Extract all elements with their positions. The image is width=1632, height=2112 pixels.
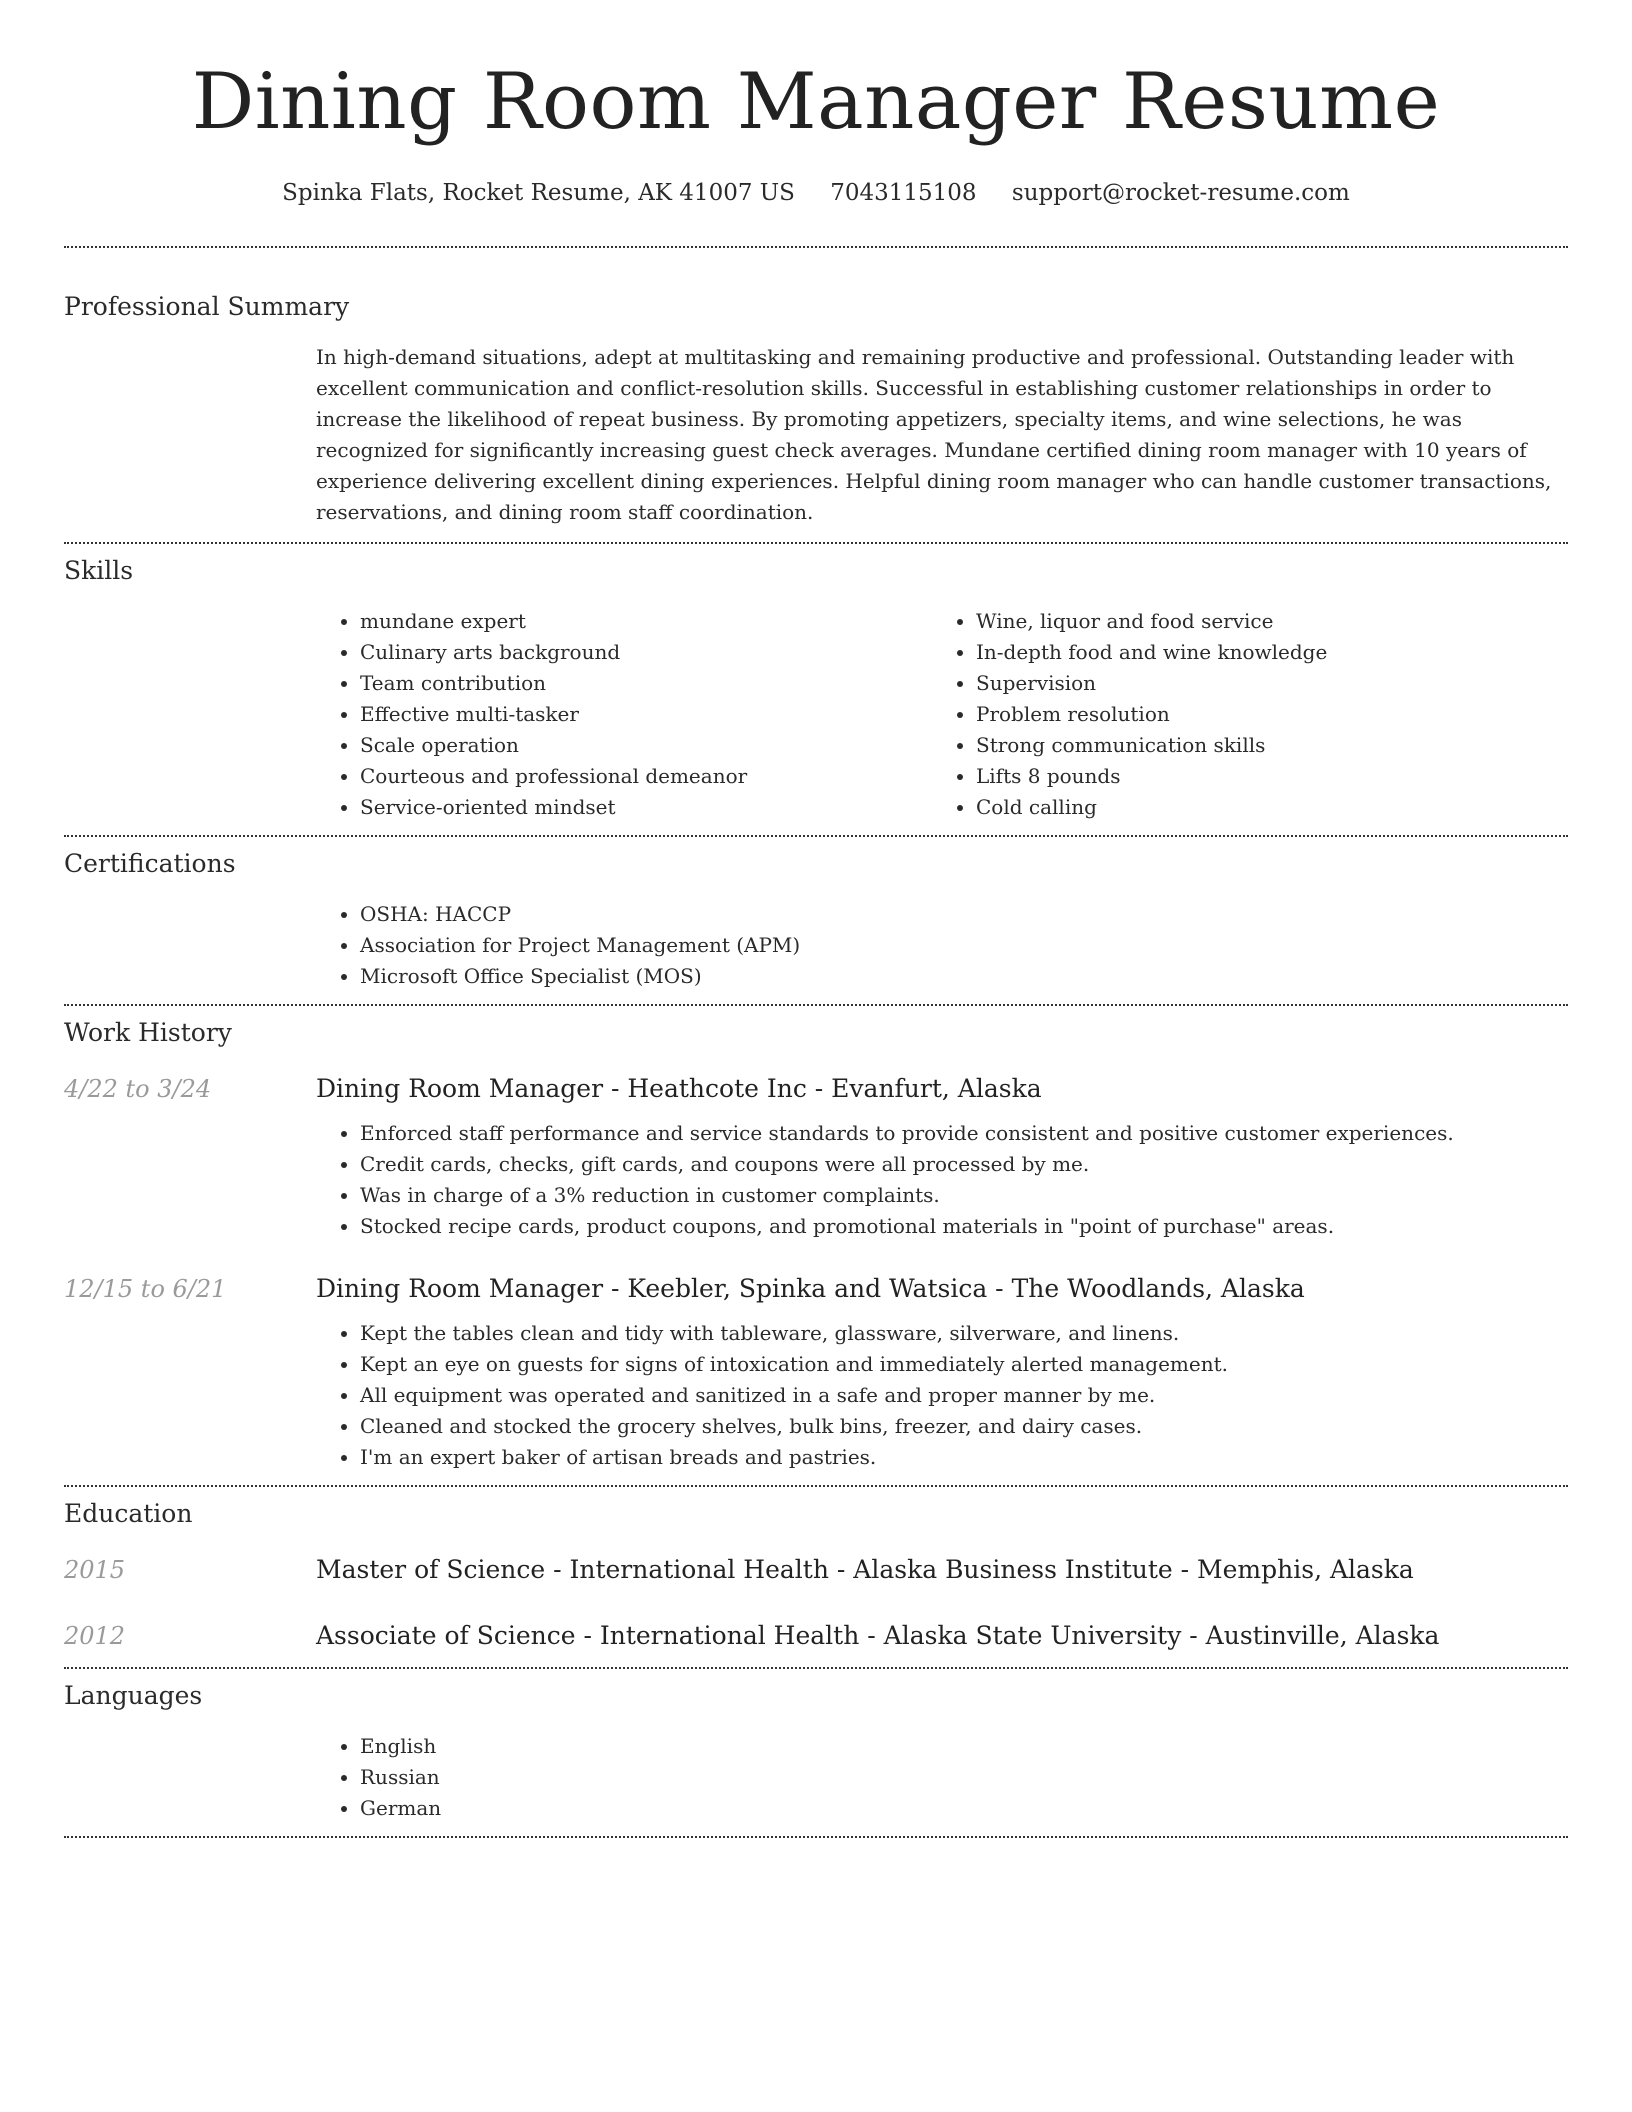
list-item: • Russian: [360, 1762, 1568, 1793]
list-item: • Association for Project Management (APM): [360, 930, 1568, 961]
education-year: 2012: [64, 1622, 126, 1650]
job-details: [316, 1118, 1568, 1242]
resume-title: Dining Room Manager Resume: [191, 57, 1441, 147]
job-dates: 4/22 to 3/24: [64, 1075, 212, 1103]
list-item: • In-depth food and wine knowledge: [976, 637, 1568, 668]
education-entry: [64, 1553, 1568, 1587]
section-heading-certifications: Certifications: [64, 849, 236, 878]
skills-list-right: [932, 606, 1568, 823]
list-item: • Team contribution: [360, 668, 932, 699]
list-item: • Scale operation: [360, 730, 932, 761]
list-item: • Kept the tables clean and tidy with tableware, glassware, silverware, and linens.: [360, 1318, 1568, 1349]
job-title: Dining Room Manager - Heathcote Inc - Evanfurt, Alaska: [316, 1074, 1042, 1103]
summary-content: [316, 342, 1568, 542]
list-item: • Credit cards, checks, gift cards, and coupons were all processed by me.: [360, 1149, 1568, 1180]
contact-email: support@rocket-resume.com: [1011, 180, 1350, 206]
list-item: • German: [360, 1793, 1568, 1824]
list-item: • Enforced staff performance and service standards to provide consistent and positive customer experiences.: [360, 1118, 1568, 1149]
list-item: • Courteous and professional demeanor: [360, 761, 932, 792]
list-item: • English: [360, 1731, 1568, 1762]
job-bullets: [316, 1318, 1568, 1473]
job-entry: [64, 1272, 1568, 1485]
section-heading-summary: Professional Summary: [64, 292, 350, 321]
job-entry: [64, 1072, 1568, 1242]
section-certifications: [64, 837, 1568, 1004]
languages-content: [316, 1731, 1568, 1836]
section-heading-work: Work History: [64, 1018, 232, 1047]
section-skills: [64, 544, 1568, 835]
list-item: • Strong communication skills: [976, 730, 1568, 761]
job-title: Dining Room Manager - Keebler, Spinka and Watsica - The Woodlands, Alaska: [316, 1274, 1305, 1303]
section-heading-education: Education: [64, 1499, 193, 1528]
contact-address: Spinka Flats, Rocket Resume, AK 41007 US: [282, 180, 795, 206]
list-item: • Microsoft Office Specialist (MOS): [360, 961, 1568, 992]
list-item: • Stocked recipe cards, product coupons, and promotional materials in "point of purchase" areas.: [360, 1211, 1568, 1242]
education-year: 2015: [64, 1556, 126, 1584]
divider: [64, 1836, 1568, 1838]
list-item: • Lifts 8 pounds: [976, 761, 1568, 792]
list-item: • OSHA: HACCP: [360, 899, 1568, 930]
section-education: [64, 1487, 1568, 1667]
section-heading-languages: Languages: [64, 1681, 203, 1710]
certifications-list: [316, 899, 1568, 992]
job-details: [316, 1318, 1568, 1485]
skills-list-left: [316, 606, 932, 823]
list-item: • Culinary arts background: [360, 637, 932, 668]
list-item: • I'm an expert baker of artisan breads and pastries.: [360, 1442, 1568, 1473]
languages-list: [316, 1731, 1568, 1824]
section-heading-skills: Skills: [64, 556, 134, 585]
section-work-history: [64, 1006, 1568, 1485]
list-item: • mundane expert: [360, 606, 932, 637]
list-item: • Problem resolution: [976, 699, 1568, 730]
list-item: • Effective multi-tasker: [360, 699, 932, 730]
contact-phone: 7043115108: [830, 180, 977, 206]
list-item: • Cold calling: [976, 792, 1568, 823]
list-item: • Wine, liquor and food service: [976, 606, 1568, 637]
education-entry: [64, 1619, 1568, 1667]
list-item: • Kept an eye on guests for signs of intoxication and immediately alerted management.: [360, 1349, 1568, 1380]
list-item: • Service-oriented mindset: [360, 792, 932, 823]
job-dates: 12/15 to 6/21: [64, 1275, 227, 1303]
list-item: • Cleaned and stocked the grocery shelves, bulk bins, freezer, and dairy cases.: [360, 1411, 1568, 1442]
list-item: • All equipment was operated and sanitized in a safe and proper manner by me.: [360, 1380, 1568, 1411]
list-item: • Was in charge of a 3% reduction in customer complaints.: [360, 1180, 1568, 1211]
job-bullets: [316, 1118, 1568, 1242]
section-summary: [64, 248, 1568, 542]
contact-line: [64, 176, 1568, 210]
section-languages: [64, 1669, 1568, 1836]
education-degree: Associate of Science - International Health - Alaska State University - Austinville, Alaska: [316, 1621, 1440, 1650]
summary-paragraph: In high-demand situations, adept at multitasking and remaining productive and professional. Outstanding leader with excellent communication and conflict-resolution skills. Successful in establishing customer relationships in order to increase the likelihood of repeat business. By promoting appetizers, specialty items, and wine selections, he was recognized for significantly increasing guest check averages. Mundane certified dining room manager with 10 years of experience delivering excellent dining experiences. Helpful dining room manager who can handle customer transactions, reservations, and dining room staff coordination.: [316, 345, 1552, 524]
list-item: • Supervision: [976, 668, 1568, 699]
education-degree: Master of Science - International Health - Alaska Business Institute - Memphis, Alaska: [316, 1555, 1414, 1584]
skills-grid: [316, 606, 1568, 835]
certifications-content: [316, 899, 1568, 1004]
